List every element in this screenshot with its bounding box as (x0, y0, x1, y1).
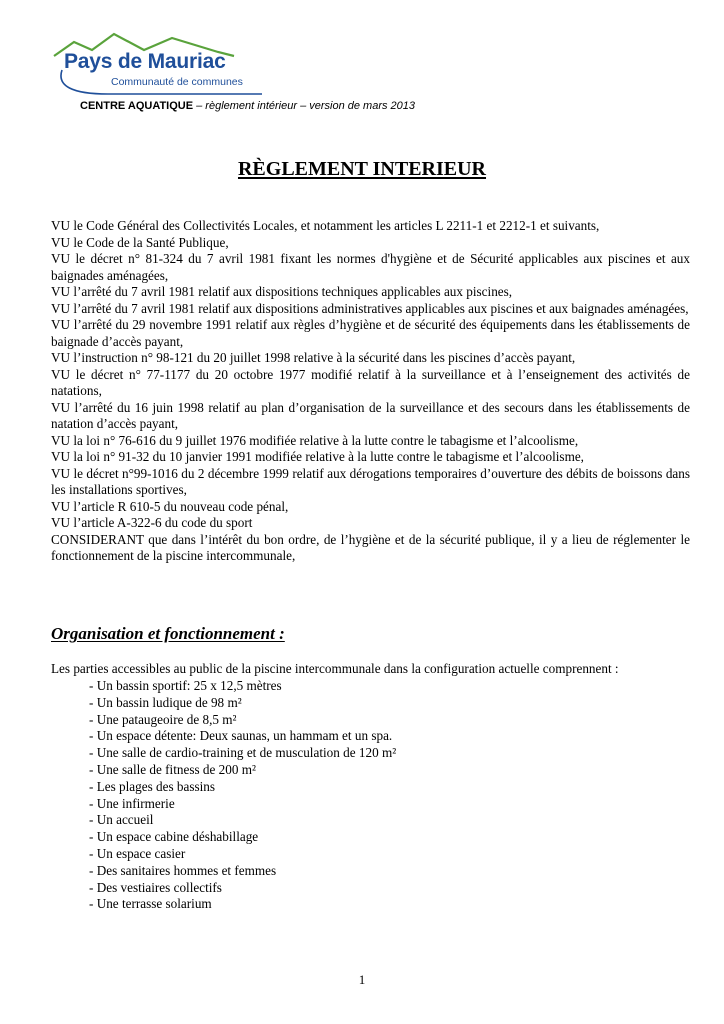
logo (48, 30, 268, 102)
header-separator: – (193, 100, 206, 112)
vu-item: VU le Code de la Santé Publique, (51, 234, 229, 250)
vu-item: VU l’arrêté du 29 novembre 1991 relatif aux règles d’hygiène et de sécurité des équipements dans les établissements de baignade d’accès payant, (51, 317, 690, 349)
vu-item: VU le décret n°99-1016 du 2 décembre 1999 relatif aux dérogations temporaires d’ouverture des débits de boissons dans les installations sportives, (51, 465, 690, 497)
list-item: - Une salle de fitness de 200 m² (89, 761, 256, 777)
vu-item: VU le Code Général des Collectivités Locales, et notamment les articles L 2211-1 et 2212-1 et suivants, (51, 218, 600, 233)
logo-name: Pays de Mauriac (64, 50, 226, 73)
section-heading-text: Organisation et fonctionnement : (51, 624, 285, 643)
vu-item: VU le décret n° 77-1177 du 20 octobre 1977 modifié relatif à la surveillance et à l’enseignement des activités de natations, (51, 366, 690, 398)
legal-references (51, 218, 690, 565)
list-item: - Un espace détente: Deux saunas, un hammam et un spa. (89, 728, 393, 744)
list-item: - Une terrasse solarium (89, 896, 212, 912)
vu-item: VU la loi n° 76-616 du 9 juillet 1976 modifiée relative à la lutte contre le tabagisme et l’alcoolisme, (51, 432, 579, 448)
list-item: - Un espace cabine déshabillage (89, 829, 259, 845)
list-item: - Un bassin ludique de 98 m² (89, 694, 242, 710)
vu-item: VU l’arrêté du 16 juin 1998 relatif au plan d’organisation de la surveillance et des secours dans les établissements de natation d’accès payant, (51, 399, 690, 431)
considerant-item: CONSIDERANT que dans l’intérêt du bon ordre, de l’hygiène et de la sécurité publique, il y a lieu de réglementer le fonctionnement de la piscine intercommunale, (51, 531, 690, 563)
section-heading (51, 624, 285, 644)
list-item: - Un accueil (89, 812, 154, 828)
vu-item: VU le décret n° 81-324 du 7 avril 1981 fixant les normes d'hygiène et de Sécurité applicables aux piscines et aux baignades aménagées, (51, 251, 690, 283)
header-organization: CENTRE AQUATIQUE (80, 100, 194, 112)
vu-item: VU l’article R 610-5 du nouveau code pénal, (51, 498, 289, 514)
list-item: - Des vestiaires collectifs (89, 879, 222, 895)
vu-item: VU l’article A-322-6 du code du sport (51, 515, 253, 530)
list-item: - Une pataugeoire de 8,5 m² (89, 711, 237, 727)
list-item: - Une infirmerie (89, 795, 175, 811)
list-item: - Un espace casier (89, 845, 186, 861)
list-item: - Un bassin sportif: 25 x 12,5 mètres (89, 678, 282, 693)
vu-item: VU l’instruction n° 98-121 du 20 juillet 1998 relative à la sécurité dans les piscines d’accès payant, (51, 350, 576, 365)
list-item: - Les plages des bassins (89, 778, 215, 794)
vu-item: VU l’arrêté du 7 avril 1981 relatif aux dispositions administratives applicables aux piscines et aux baignades aménagées, (51, 300, 689, 316)
vu-item: VU l’arrêté du 7 avril 1981 relatif aux dispositions techniques applicables aux piscines, (51, 284, 513, 299)
vu-item: VU la loi n° 91-32 du 10 janvier 1991 modifiée relative à la lutte contre le tabagisme et l’alcoolisme, (51, 449, 584, 464)
document-header (80, 100, 415, 112)
section-intro: Les parties accessibles au public de la piscine intercommunale dans la configuration actuelle comprennent : (51, 661, 619, 676)
page-title (0, 158, 724, 181)
facility-list (89, 678, 396, 913)
page-title-text: RÈGLEMENT INTERIEUR (237, 158, 487, 180)
logo-subtitle: Communauté de communes (111, 76, 243, 88)
page-number: 1 (358, 972, 366, 987)
header-document: règlement intérieur – version de mars 2013 (205, 100, 416, 112)
list-item: - Une salle de cardio-training et de musculation de 120 m² (89, 745, 397, 761)
list-item: - Des sanitaires hommes et femmes (89, 862, 277, 878)
